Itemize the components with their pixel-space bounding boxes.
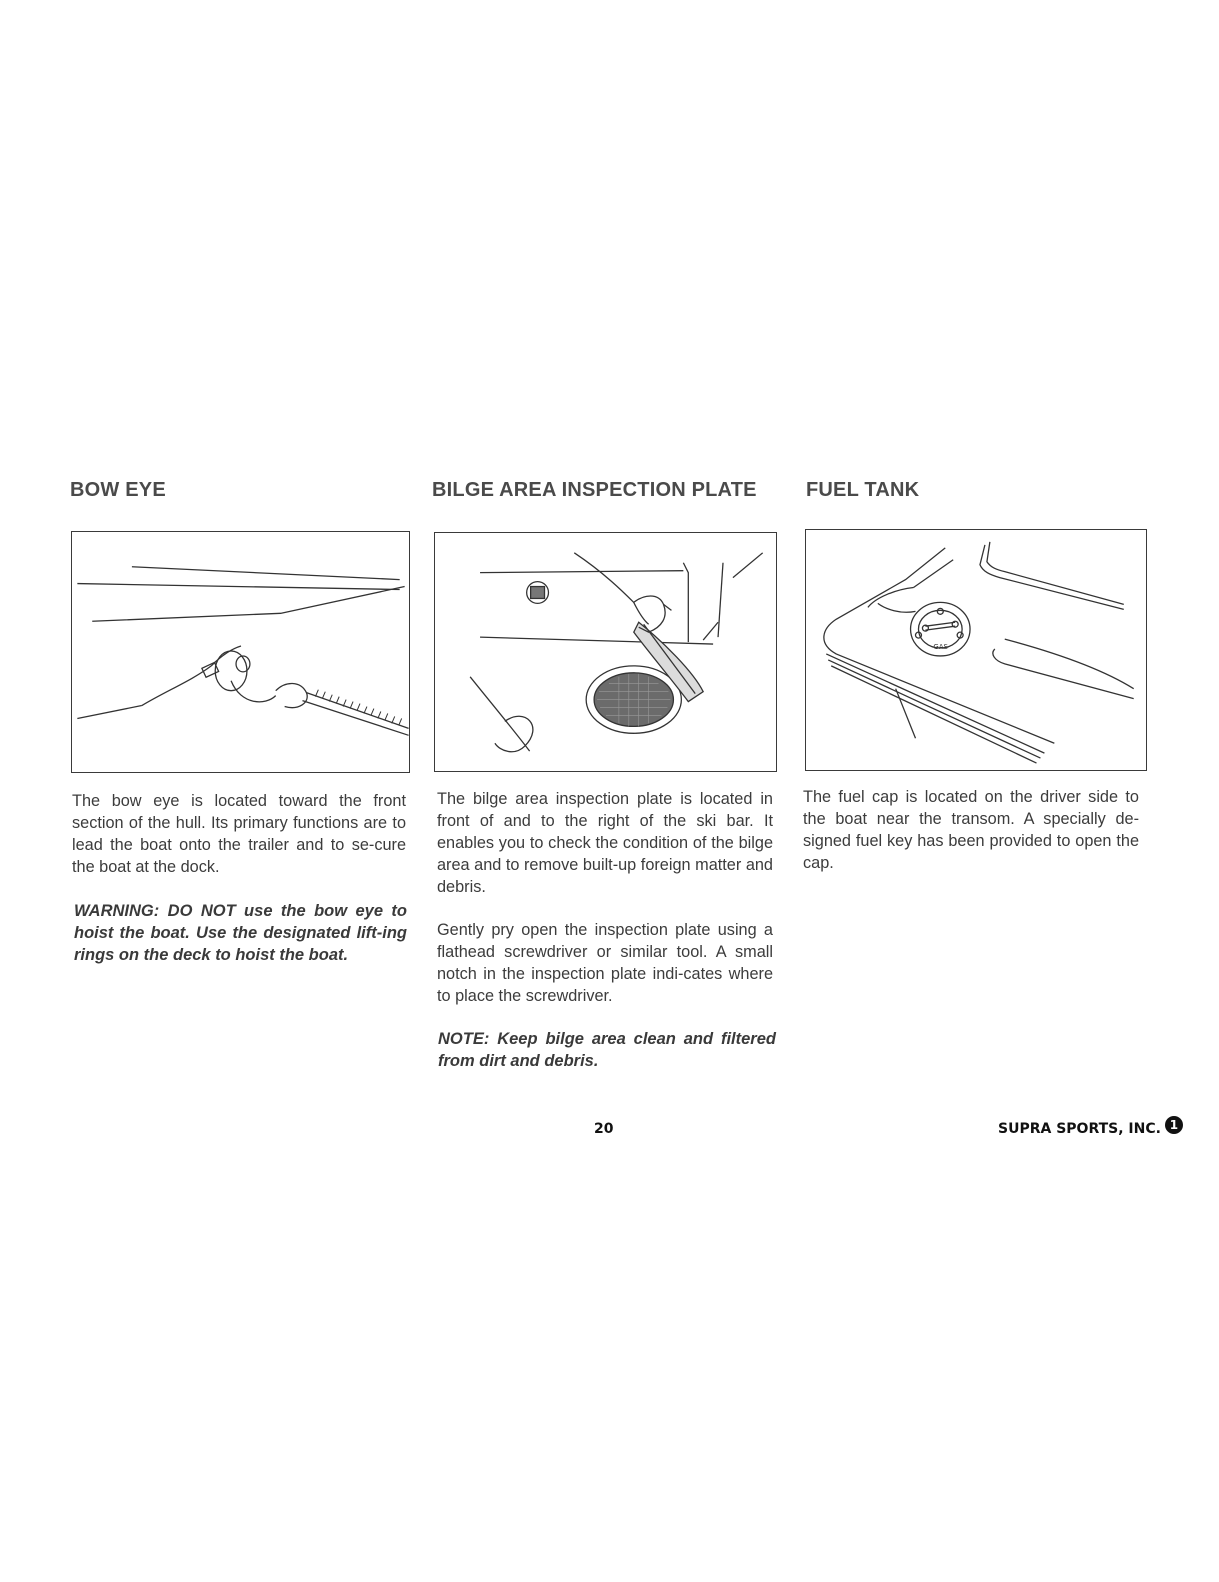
bilge-plate-description: The bilge area inspection plate is located in front of and to the right of the ski bar. It enables you to check the condition of the bilge area and to remove built-up foreign matter and debris. bbox=[437, 790, 773, 896]
bilge-plate-instructions: Gently pry open the inspection plate using a flathead screwdriver or similar tool. A small notch in the inspection plate indi-cates where to place the screwdriver. bbox=[437, 921, 773, 1005]
bilge-plate-illustration bbox=[434, 532, 777, 772]
fuel-tank-description: The fuel cap is located on the driver side to the boat near the transom. A specially de-signed fuel key has been provided to open the cap. bbox=[803, 788, 1139, 872]
fuel-tank-illustration bbox=[805, 529, 1147, 771]
page-number: 20 bbox=[594, 1121, 614, 1137]
bow-eye-drawing bbox=[72, 532, 409, 772]
bow-eye-warning: WARNING: DO NOT use the bow eye to hoist the boat. Use the designated lift-ing rings on the deck to hoist the boat. bbox=[74, 902, 407, 964]
bilge-plate-drawing bbox=[435, 533, 776, 771]
bow-eye-description: The bow eye is located toward the front section of the hull. Its primary functions are to lead the boat onto the trailer and to se-cure the boat at the dock. bbox=[72, 792, 406, 876]
fuel-tank-title: FUEL TANK bbox=[806, 479, 920, 501]
brand-name: SUPRA SPORTS, INC. bbox=[998, 1121, 1161, 1137]
bow-eye-illustration bbox=[71, 531, 410, 773]
fuel-tank-drawing bbox=[806, 530, 1146, 770]
footer-brand bbox=[998, 1118, 1183, 1137]
gas-label: GAS bbox=[933, 643, 948, 652]
bilge-plate-title: BILGE AREA INSPECTION PLATE bbox=[432, 479, 757, 501]
section-badge: 1 bbox=[1165, 1116, 1183, 1134]
bilge-plate-note: NOTE: Keep bilge area clean and filtered from dirt and debris. bbox=[438, 1030, 776, 1070]
bow-eye-title: BOW EYE bbox=[70, 479, 166, 501]
